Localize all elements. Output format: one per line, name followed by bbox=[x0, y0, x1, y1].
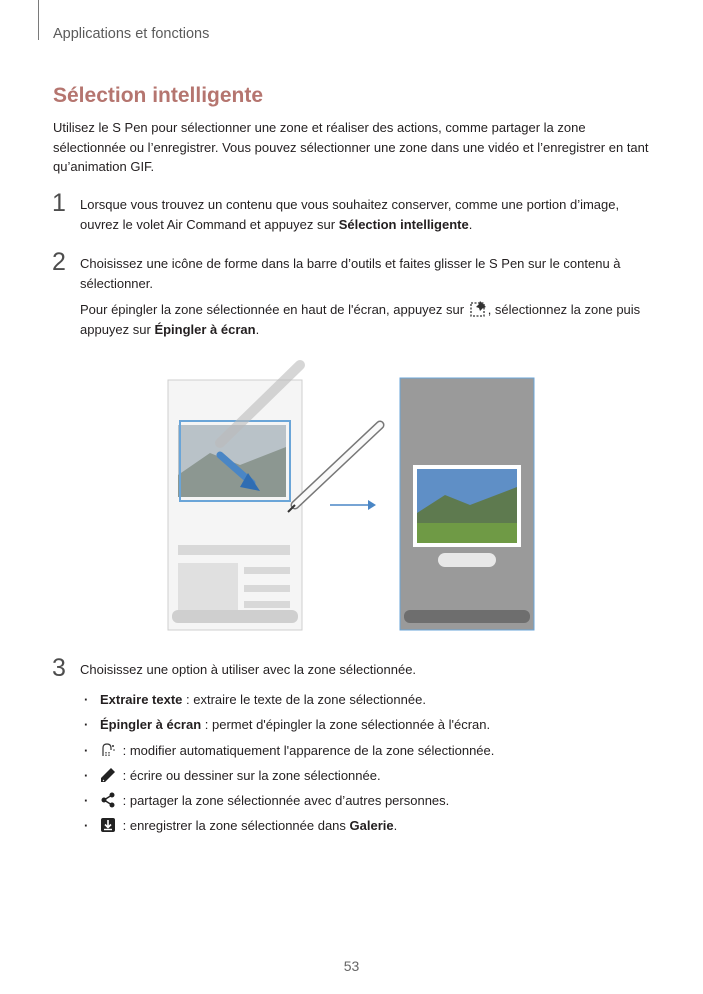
right-phone-screen bbox=[400, 378, 534, 630]
page-title: Sélection intelligente bbox=[53, 84, 264, 107]
left-phone-screen bbox=[168, 380, 302, 630]
smart-select-illustration bbox=[160, 355, 540, 635]
step-2-subtext: Pour épingler la zone sélectionnée en haut de l'écran, appuyez sur , sélectionnez la zone puis appuyez sur Épingler à écran. bbox=[80, 302, 641, 337]
step-3-text: Choisissez une option à utiliser avec la zone sélectionnée. bbox=[80, 662, 417, 677]
share-icon bbox=[100, 792, 116, 808]
intro-paragraph: Utilisez le S Pen pour sélectionner une zone et réaliser des actions, comme partager la zone sélectionnée ou l’enregistrer. Vous pouvez sélectionner une zone dans une vidéo et l’enregistrer en tant qu’animation GIF. bbox=[53, 120, 649, 174]
pen-icon bbox=[100, 767, 116, 783]
transition-arrow bbox=[330, 500, 376, 510]
option-share: · : partager la zone sélectionnée avec d’autres personnes. bbox=[80, 791, 640, 816]
margin-rule bbox=[38, 0, 39, 40]
option-extract-text: · Extraire texte : extraire le texte de la zone sélectionnée. bbox=[80, 690, 640, 715]
step-2-number: 2 bbox=[52, 248, 66, 276]
options-list bbox=[80, 690, 640, 842]
step-1-number: 1 bbox=[52, 189, 66, 217]
auto-select-icon bbox=[100, 742, 116, 758]
option-draw: · : écrire ou dessiner sur la zone sélectionnée. bbox=[80, 766, 640, 791]
option-pin-to-screen: · Épingler à écran : permet d'épingler la zone sélectionnée à l'écran. bbox=[80, 715, 640, 740]
option-save: · : enregistrer la zone sélectionnée dans Galerie. bbox=[80, 816, 640, 841]
page-number: 53 bbox=[343, 958, 360, 974]
pin-to-screen-icon bbox=[469, 300, 487, 318]
step-2-text: Choisissez une icône de forme dans la barre d’outils et faites glisser le S Pen sur le contenu à sélectionner. bbox=[80, 256, 621, 291]
step-1-text: Lorsque vous trouvez un contenu que vous souhaitez conserver, comme une portion d’image, ouvrez le volet Air Command et appuyez sur Sélection intelligente. bbox=[80, 197, 620, 232]
option-auto-select: · : modifier automatiquement l'apparence de la zone sélectionnée. bbox=[80, 741, 640, 766]
step-3-number: 3 bbox=[52, 654, 66, 682]
save-icon bbox=[100, 817, 116, 833]
section-header: Applications et fonctions bbox=[53, 26, 210, 42]
